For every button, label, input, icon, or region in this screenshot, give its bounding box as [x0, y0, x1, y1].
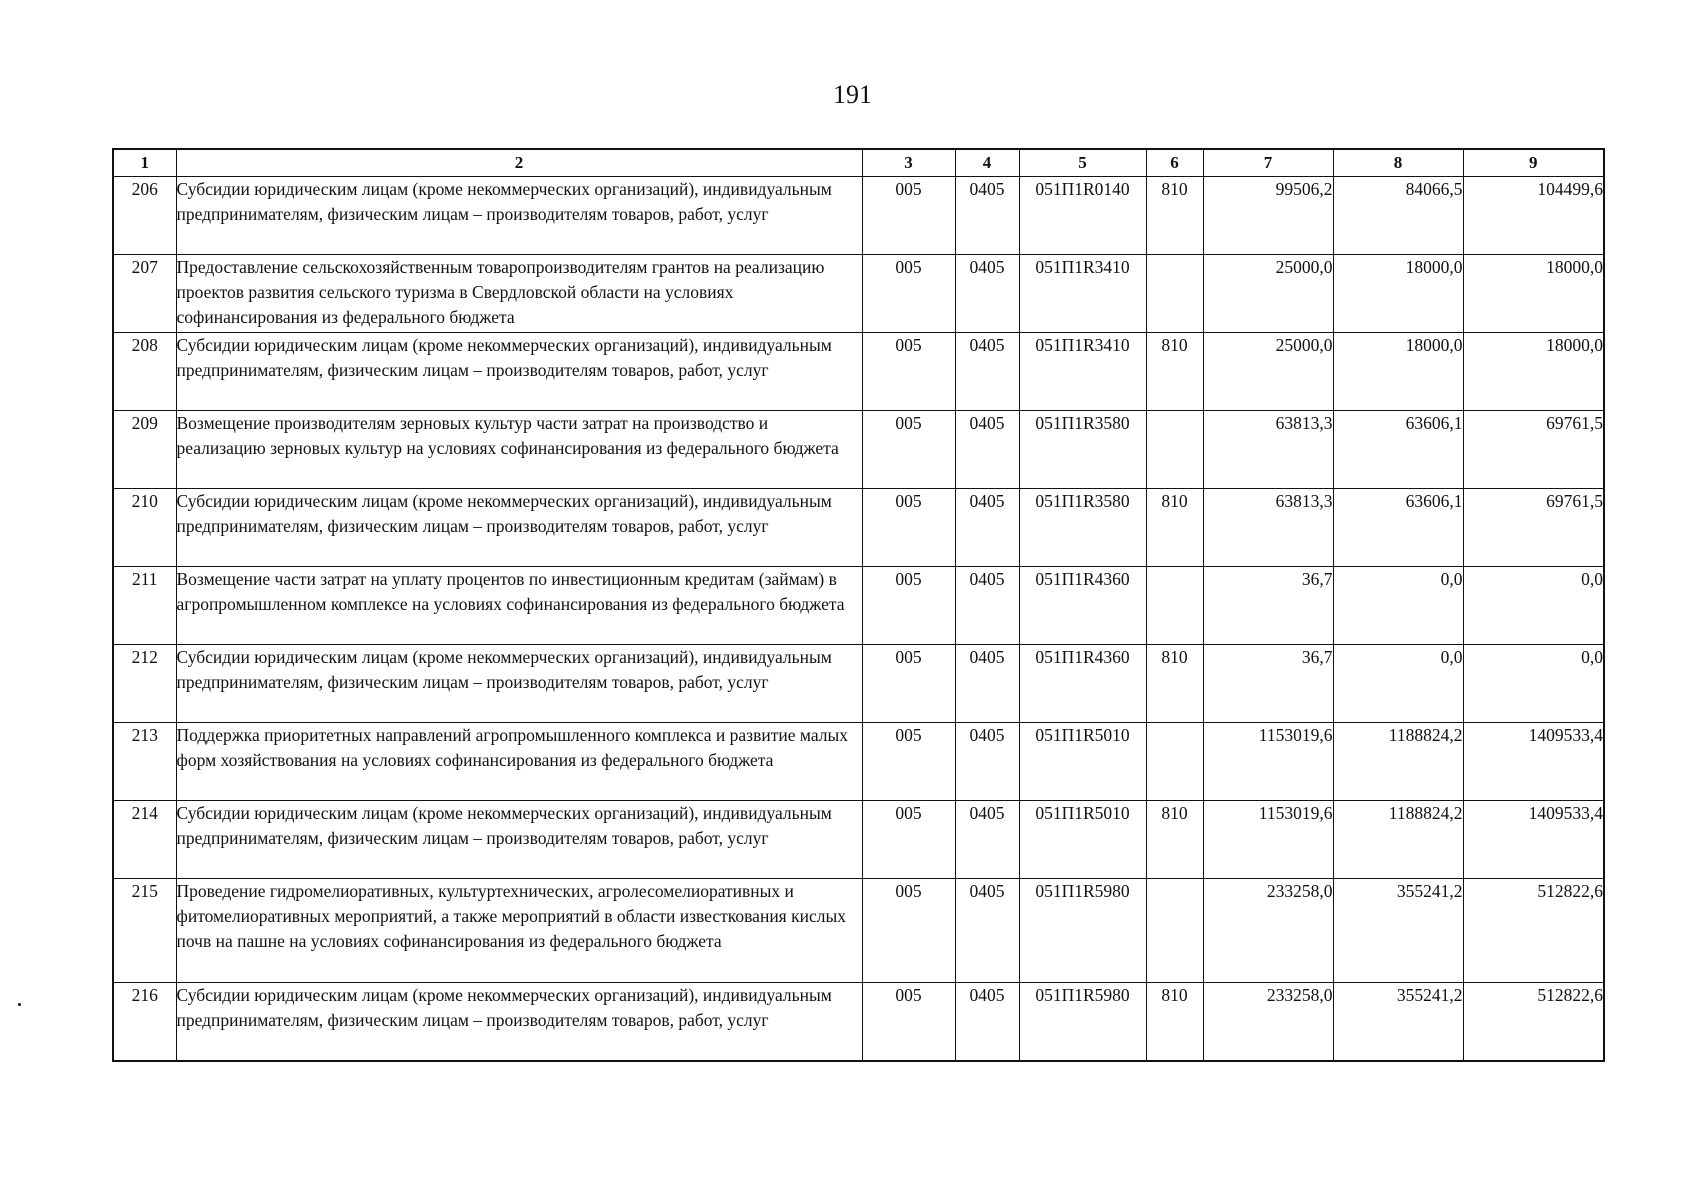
- row-col8: 84066,5: [1333, 177, 1463, 255]
- row-col7: 1153019,6: [1203, 801, 1333, 879]
- budget-table: [112, 148, 1605, 1062]
- row-col4: 0405: [955, 801, 1019, 879]
- row-col5: 051П1R3410: [1019, 333, 1146, 411]
- row-col3: 005: [862, 645, 955, 723]
- row-number: 206: [113, 177, 176, 255]
- row-col7: 1153019,6: [1203, 723, 1333, 801]
- col-header-2: 2: [176, 149, 862, 177]
- row-col8: 355241,2: [1333, 983, 1463, 1061]
- row-col3: 005: [862, 567, 955, 645]
- row-col8: 18000,0: [1333, 255, 1463, 333]
- row-name: Субсидии юридическим лицам (кроме некоммерческих организаций), индивидуальным предпринимателям, физическим лицам – производителям товаров, работ, услуг: [176, 177, 862, 255]
- row-col8: 18000,0: [1333, 333, 1463, 411]
- row-col7: 25000,0: [1203, 333, 1333, 411]
- col-header-3: 3: [862, 149, 955, 177]
- row-col7: 63813,3: [1203, 489, 1333, 567]
- row-col4: 0405: [955, 645, 1019, 723]
- row-col8: 1188824,2: [1333, 723, 1463, 801]
- row-col7: 36,7: [1203, 645, 1333, 723]
- row-number: 214: [113, 801, 176, 879]
- row-col9: 512822,6: [1463, 983, 1604, 1061]
- row-col9: 1409533,4: [1463, 723, 1604, 801]
- row-col3: 005: [862, 411, 955, 489]
- row-number: 212: [113, 645, 176, 723]
- row-col6: 810: [1146, 645, 1203, 723]
- page-number: 191: [833, 80, 872, 109]
- table-row: [113, 983, 1604, 1061]
- row-col6: [1146, 879, 1203, 983]
- row-number: 216: [113, 983, 176, 1061]
- row-name: Поддержка приоритетных направлений агропромышленного комплекса и развитие малых форм хозяйствования на условиях софинансирования из федерального бюджета: [176, 723, 862, 801]
- row-col4: 0405: [955, 411, 1019, 489]
- row-name: Проведение гидромелиоративных, культуртехнических, агролесомелиоративных и фитомелиоративных мероприятий, а также мероприятий в области известкования кислых почв на пашне на условиях софинансирования из федерального бюджета: [176, 879, 862, 983]
- row-col4: 0405: [955, 177, 1019, 255]
- row-name: Субсидии юридическим лицам (кроме некоммерческих организаций), индивидуальным предпринимателям, физическим лицам – производителям товаров, работ, услуг: [176, 333, 862, 411]
- row-col3: 005: [862, 177, 955, 255]
- row-name: Предоставление сельскохозяйственным товаропроизводителям грантов на реализацию проектов развития сельского туризма в Свердловской области на условиях софинансирования из федерального бюджета: [176, 255, 862, 333]
- row-number: 207: [113, 255, 176, 333]
- table-row: [113, 801, 1604, 879]
- col-header-1: 1: [113, 149, 176, 177]
- row-col6: [1146, 255, 1203, 333]
- col-header-7: 7: [1203, 149, 1333, 177]
- row-col3: 005: [862, 983, 955, 1061]
- table-row: [113, 567, 1604, 645]
- row-col7: 36,7: [1203, 567, 1333, 645]
- col-header-4: 4: [955, 149, 1019, 177]
- row-col6: 810: [1146, 333, 1203, 411]
- row-col8: 0,0: [1333, 645, 1463, 723]
- row-col4: 0405: [955, 333, 1019, 411]
- row-name: Субсидии юридическим лицам (кроме некоммерческих организаций), индивидуальным предпринимателям, физическим лицам – производителям товаров, работ, услуг: [176, 645, 862, 723]
- row-col3: 005: [862, 801, 955, 879]
- row-col9: 104499,6: [1463, 177, 1604, 255]
- row-col5: 051П1R4360: [1019, 645, 1146, 723]
- row-col6: 810: [1146, 801, 1203, 879]
- row-col7: 233258,0: [1203, 879, 1333, 983]
- row-col9: 18000,0: [1463, 333, 1604, 411]
- row-col4: 0405: [955, 879, 1019, 983]
- row-number: 211: [113, 567, 176, 645]
- row-col6: [1146, 567, 1203, 645]
- col-header-9: 9: [1463, 149, 1604, 177]
- row-col3: 005: [862, 489, 955, 567]
- row-col5: 051П1R5010: [1019, 801, 1146, 879]
- row-number: 208: [113, 333, 176, 411]
- row-col8: 1188824,2: [1333, 801, 1463, 879]
- row-col5: 051П1R5980: [1019, 879, 1146, 983]
- row-col7: 25000,0: [1203, 255, 1333, 333]
- table-row: [113, 489, 1604, 567]
- row-col5: 051П1R5980: [1019, 983, 1146, 1061]
- row-col5: 051П1R3580: [1019, 489, 1146, 567]
- row-col4: 0405: [955, 489, 1019, 567]
- col-header-5: 5: [1019, 149, 1146, 177]
- row-name: Субсидии юридическим лицам (кроме некоммерческих организаций), индивидуальным предпринимателям, физическим лицам – производителям товаров, работ, услуг: [176, 983, 862, 1061]
- row-col7: 99506,2: [1203, 177, 1333, 255]
- scan-speck: [18, 1003, 21, 1006]
- row-col9: 0,0: [1463, 645, 1604, 723]
- row-col9: 69761,5: [1463, 489, 1604, 567]
- row-name: Возмещение части затрат на уплату процентов по инвестиционным кредитам (займам) в агропромышленном комплексе на условиях софинансирования из федерального бюджета: [176, 567, 862, 645]
- row-name: Возмещение производителям зерновых культур части затрат на производство и реализацию зерновых культур на условиях софинансирования из федерального бюджета: [176, 411, 862, 489]
- row-col3: 005: [862, 723, 955, 801]
- row-col8: 63606,1: [1333, 489, 1463, 567]
- row-col8: 63606,1: [1333, 411, 1463, 489]
- row-col6: [1146, 723, 1203, 801]
- row-col4: 0405: [955, 723, 1019, 801]
- row-col6: 810: [1146, 983, 1203, 1061]
- row-col9: 512822,6: [1463, 879, 1604, 983]
- row-number: 209: [113, 411, 176, 489]
- row-col9: 69761,5: [1463, 411, 1604, 489]
- row-col9: 0,0: [1463, 567, 1604, 645]
- row-col7: 233258,0: [1203, 983, 1333, 1061]
- row-col6: 810: [1146, 489, 1203, 567]
- row-col5: 051П1R3410: [1019, 255, 1146, 333]
- row-name: Субсидии юридическим лицам (кроме некоммерческих организаций), индивидуальным предпринимателям, физическим лицам – производителям товаров, работ, услуг: [176, 801, 862, 879]
- row-col6: [1146, 411, 1203, 489]
- row-col4: 0405: [955, 983, 1019, 1061]
- row-col4: 0405: [955, 255, 1019, 333]
- row-col5: 051П1R3580: [1019, 411, 1146, 489]
- row-col3: 005: [862, 333, 955, 411]
- row-number: 213: [113, 723, 176, 801]
- row-col7: 63813,3: [1203, 411, 1333, 489]
- row-col6: 810: [1146, 177, 1203, 255]
- col-header-6: 6: [1146, 149, 1203, 177]
- row-col9: 1409533,4: [1463, 801, 1604, 879]
- row-name: Субсидии юридическим лицам (кроме некоммерческих организаций), индивидуальным предпринимателям, физическим лицам – производителям товаров, работ, услуг: [176, 489, 862, 567]
- row-col3: 005: [862, 255, 955, 333]
- row-number: 210: [113, 489, 176, 567]
- table-row: [113, 879, 1604, 983]
- row-col8: 0,0: [1333, 567, 1463, 645]
- row-col5: 051П1R5010: [1019, 723, 1146, 801]
- row-col4: 0405: [955, 567, 1019, 645]
- table-row: [113, 645, 1604, 723]
- table-row: [113, 411, 1604, 489]
- row-col5: 051П1R4360: [1019, 567, 1146, 645]
- header-row: [113, 149, 1604, 177]
- table-row: [113, 723, 1604, 801]
- row-number: 215: [113, 879, 176, 983]
- row-col8: 355241,2: [1333, 879, 1463, 983]
- row-col5: 051П1R0140: [1019, 177, 1146, 255]
- row-col9: 18000,0: [1463, 255, 1604, 333]
- table-row: [113, 333, 1604, 411]
- table-row: [113, 177, 1604, 255]
- col-header-8: 8: [1333, 149, 1463, 177]
- row-col3: 005: [862, 879, 955, 983]
- table-row: [113, 255, 1604, 333]
